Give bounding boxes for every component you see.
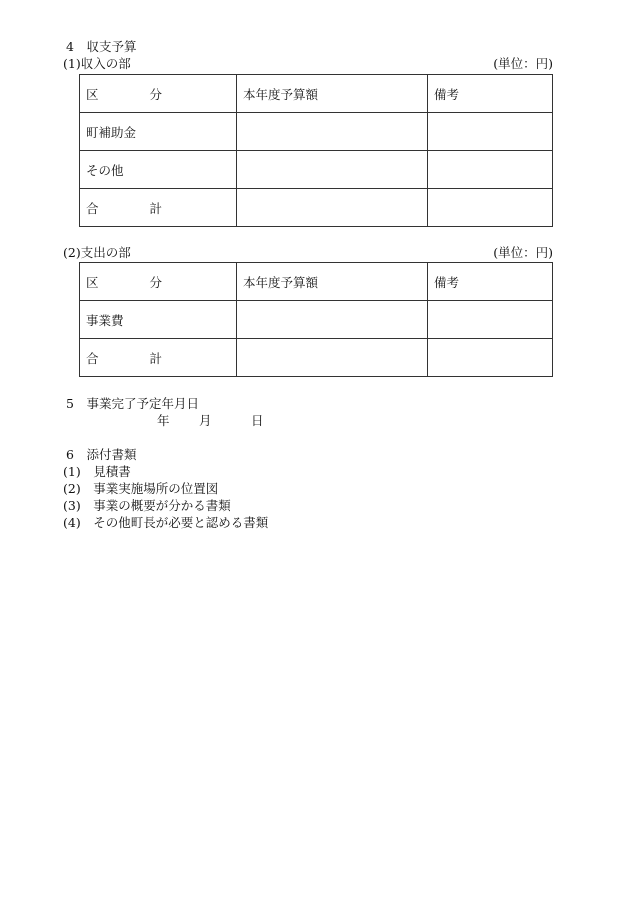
month-label: 月 [199,413,212,428]
section-5-heading: 5 事業完了予定年月日 [66,396,199,411]
attachment-item: (1) 見積書 [63,464,131,479]
table-row [80,301,553,339]
total-budget-cell[interactable] [237,339,428,377]
remarks-cell[interactable] [428,151,553,189]
section-4-heading: 4 収支予算 [66,39,137,54]
total-budget-cell[interactable] [237,189,428,227]
row-label: 町補助金 [80,113,237,151]
total-remarks-cell[interactable] [428,189,553,227]
budget-header: 本年度予算額 [237,75,428,113]
income-title: (1)収入の部 [63,56,131,71]
category-header: 区 分 [80,75,237,113]
expense-unit: (単位：円) [493,245,553,260]
budget-cell[interactable] [237,113,428,151]
income-unit: (単位：円) [493,56,553,71]
budget-cell[interactable] [237,301,428,339]
total-row [80,189,553,227]
total-label: 合 計 [80,189,237,227]
total-remarks-cell[interactable] [428,339,553,377]
table-header-row [80,75,553,113]
category-header: 区 分 [80,263,237,301]
remarks-header: 備考 [428,75,553,113]
table-header-row [80,263,553,301]
total-row [80,339,553,377]
expense-title: (2)支出の部 [63,245,131,260]
row-label: その他 [80,151,237,189]
remarks-header: 備考 [428,263,553,301]
table-row [80,113,553,151]
total-label: 合 計 [80,339,237,377]
day-label: 日 [251,413,264,428]
attachment-item: (4) その他町長が必要と認める書類 [63,515,269,530]
remarks-cell[interactable] [428,301,553,339]
budget-cell[interactable] [237,151,428,189]
year-label: 年 [157,413,170,428]
table-row [80,151,553,189]
income-table [79,74,553,227]
attachment-item: (3) 事業の概要が分かる書類 [63,498,231,513]
attachment-item: (2) 事業実施場所の位置図 [63,481,219,496]
row-label: 事業費 [80,301,237,339]
remarks-cell[interactable] [428,113,553,151]
expense-table [79,262,553,377]
section-6-heading: 6 添付書類 [66,447,137,462]
budget-header: 本年度予算額 [237,263,428,301]
